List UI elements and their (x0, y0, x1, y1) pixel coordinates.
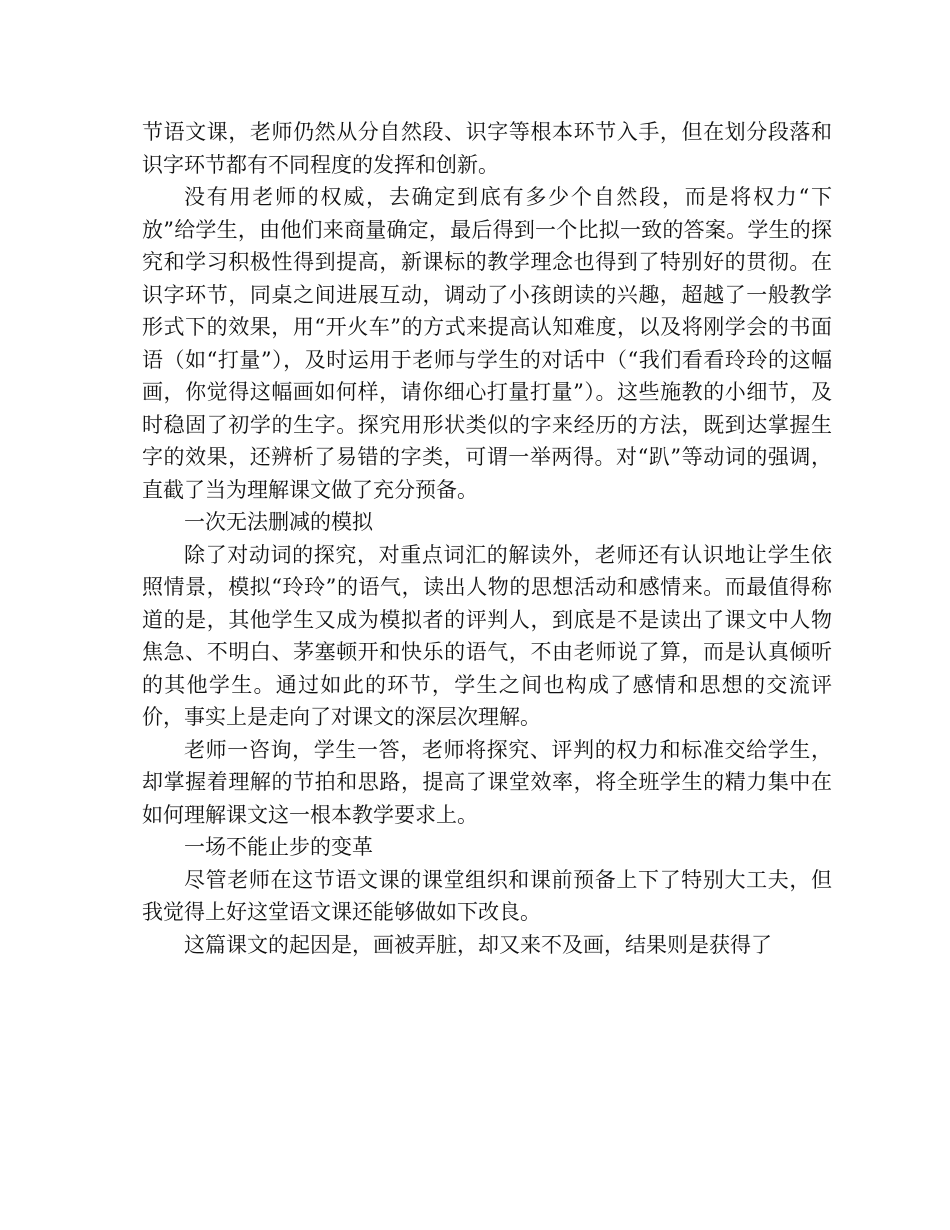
section-heading-simulation: 一次无法删减的模拟 (184, 510, 373, 534)
paragraph-simulation: 除了对动词的探究，对重点词汇的解读外，老师还有认识地让学生依照情景，模拟“玲玲”的语气，读出人物的思想活动和感情来。而最值得称道的是，其他学生又成为模拟者的评判人，到底是不是读出了课文中人物焦急、不明白、茅塞顿开和快乐的语气，不由老师说了算，而是认真倾听的其他学生。通过如此的环节，学生之间也构成了感情和思想的交流评价，事实上是走向了对课文的深层次理解。 (142, 542, 832, 729)
paragraph-reform: 尽管老师在这节语文课的课堂组织和课前预备上下了特别大工夫，但我觉得上好这堂语文课还能够做如下改良。 (142, 867, 832, 924)
document-page (142, 116, 832, 961)
paragraph-intro: 节语文课，老师仍然从分自然段、识字等根本环节入手，但在划分段落和识字环节都有不同程度的发挥和创新。 (142, 120, 832, 177)
paragraph-cause: 这篇课文的起因是，画被弄脏，却又来不及画，结果则是获得了 (184, 932, 772, 957)
paragraph-discussion: 没有用老师的权威，去确定到底有多少个自然段，而是将权力“下放”给学生，由他们来商量确定，最后得到一个比拟一致的答案。学生的探究和学习积极性得到提高，新课标的教学理念也得到了特别好的贯彻。在识字环节，同桌之间进展互动，调动了小孩朗读的兴趣，超越了一般教学形式下的效果，用“开火车”的方式来提高认知难度，以及将刚学会的书面语（如“打量”），及时运用于老师与学生的对话中（“我们看看玲玲的这幅画，你觉得这幅画如何样，请你细心打量打量”）。这些施教的小细节，及时稳固了初学的生字。探究用形状类似的字来经历的方法，既到达掌握生字的效果，还辨析了易错的字类，可谓一举两得。对“趴”等动词的强调，直截了当为理解课文做了充分预备。 (142, 185, 832, 502)
section-heading-reform: 一场不能止步的变革 (184, 835, 373, 859)
paragraph-qa: 老师一咨询，学生一答，老师将探究、评判的权力和标准交给学生，却掌握着理解的节拍和思路，提高了课堂效率，将全班学生的精力集中在如何理解课文这一根本教学要求上。 (142, 737, 832, 827)
